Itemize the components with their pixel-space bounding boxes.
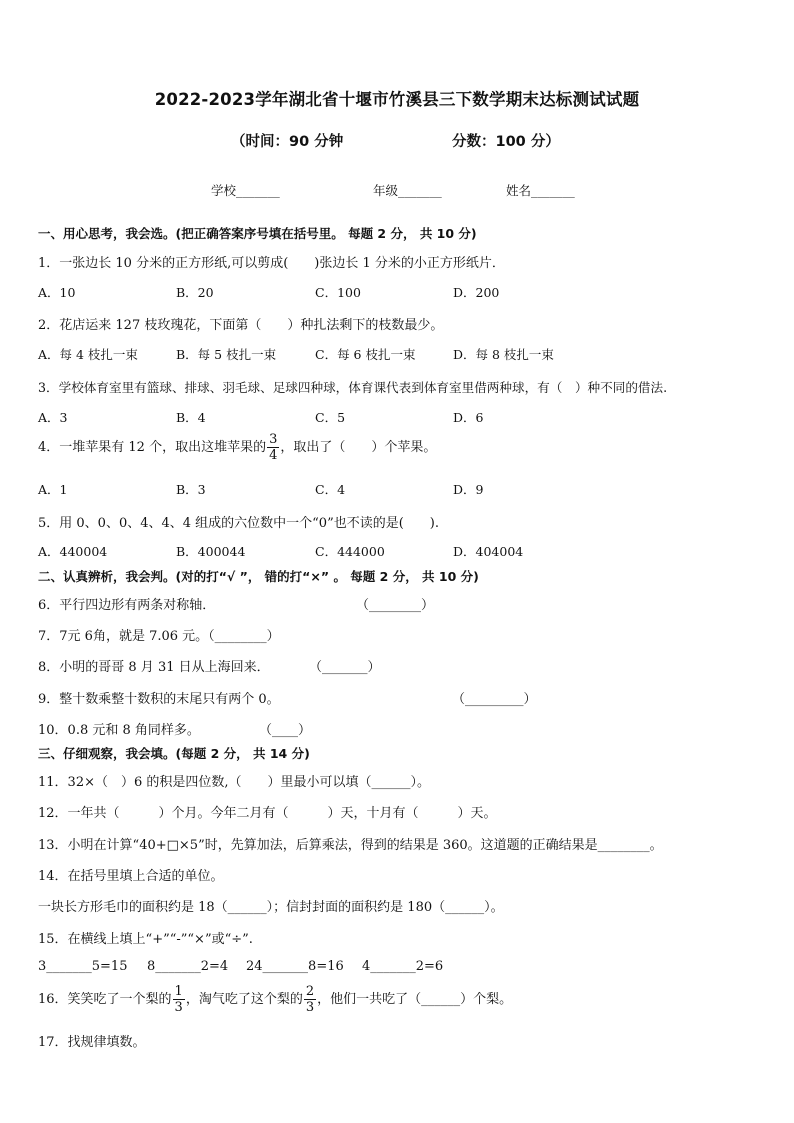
question-14: 14．在括号里填上合适的单位。 <box>38 869 224 884</box>
q4-option-b: B．3 <box>176 482 206 497</box>
q3-option-b: B．4 <box>176 410 206 425</box>
q3-option-a: A．3 <box>38 410 68 425</box>
q10-answer-blank: （____） <box>259 723 312 738</box>
question-14-detail: 一块长方形毛巾的面积约是 18（______）；信封封面的面积约是 180（______）。 <box>38 900 504 915</box>
q1-option-c: C．100 <box>315 285 361 300</box>
question-13: 13．小明在计算“40+□×5”时，先算加法，后算乘法，得到的结果是 360。这道题的正确结果是________。 <box>38 838 663 853</box>
q16-text-pre: 16．笑笑吃了一个梨的 <box>38 992 172 1007</box>
q1-option-b: B．20 <box>176 285 214 300</box>
question-17: 17．找规律填数。 <box>38 1035 146 1050</box>
q16-fraction-1-denominator: 3 <box>174 1000 183 1015</box>
question-11: 11．32×（ ）6 的积是四位数,（ ）里最小可以填（______）。 <box>38 775 431 790</box>
q4-option-a: A．1 <box>38 482 68 497</box>
q16-text-mid: ，淘气吃了这个梨的 <box>185 992 303 1007</box>
question-12: 12．一年共（ ）个月。今年二月有（ ）天，十月有（ ）天。 <box>38 806 497 821</box>
q4-option-c: C．4 <box>315 482 346 497</box>
q2-option-c: C．每 6 枝扎一束 <box>315 347 416 362</box>
name-field: 姓名_______ <box>506 183 575 198</box>
q16-text-post: ，他们一共吃了（______）个梨。 <box>317 992 513 1007</box>
section-3-heading: 三、仔细观察，我会填。(每题 2 分， 共 14 分) <box>38 746 310 761</box>
q5-option-a: A．440004 <box>38 544 108 559</box>
question-9: 9．整十数乘整十数积的末尾只有两个 0。 <box>38 692 280 707</box>
question-3: 3．学校体育室里有篮球、排球、羽毛球、足球四种球，体育课代表到体育室里借两种球，有（ ）种不同的借法. <box>38 380 668 395</box>
question-4 <box>38 432 436 463</box>
exam-title: 2022-2023学年湖北省十堰市竹溪县三下数学期末达标测试试题 <box>154 90 640 109</box>
question-5: 5．用 0、0、0、4、4、4 组成的六位数中一个“0”也不读的是( ). <box>38 516 440 531</box>
q3-option-d: D．6 <box>453 410 484 425</box>
question-15: 15．在横线上填上“+”“-”“×”或“÷”. <box>38 932 253 947</box>
section-2-heading: 二、认真辨析，我会判。(对的打“√ ”， 错的打“×” 。 每题 2 分， 共 10 分) <box>38 569 479 584</box>
q4-fraction <box>267 432 279 463</box>
q16-fraction-1 <box>173 984 185 1015</box>
q4-text-post: ，取出了（ ）个苹果。 <box>280 440 437 455</box>
question-1: 1．一张边长 10 分米的正方形纸,可以剪成( )张边长 1 分米的小正方形纸片． <box>38 256 505 271</box>
exam-time: （时间：90 分钟 <box>231 134 344 150</box>
section-1-heading: 一、用心思考，我会选。(把正确答案序号填在括号里。 每题 2 分， 共 10 分) <box>38 226 477 241</box>
q5-option-d: D．404004 <box>453 544 524 559</box>
question-16 <box>38 984 512 1015</box>
q16-fraction-2-denominator: 3 <box>305 1000 315 1015</box>
q6-answer-blank: （________） <box>356 598 435 613</box>
q1-option-d: D．200 <box>453 285 500 300</box>
question-7: 7．7元 6角，就是 7.06 元。（________） <box>38 629 280 644</box>
q4-fraction-numerator: 3 <box>269 432 278 447</box>
q4-fraction-denominator: 4 <box>269 448 278 463</box>
question-10: 10．0.8 元和 8 角同样多。 <box>38 723 200 738</box>
exam-score: 分数：100 分） <box>452 134 560 150</box>
q15-item-4: 4_______2=6 <box>362 959 444 974</box>
question-6: 6．平行四边形有两条对称轴． <box>38 598 216 613</box>
q9-answer-blank: （_________） <box>452 692 537 707</box>
q15-item-3: 24_______8=16 <box>246 959 344 974</box>
q16-fraction-1-numerator: 1 <box>174 984 183 999</box>
q16-fraction-2 <box>304 984 316 1015</box>
q8-answer-blank: （_______） <box>309 660 381 675</box>
q2-option-d: D．每 8 枝扎一束 <box>453 347 554 362</box>
q4-option-d: D．9 <box>453 482 484 497</box>
q2-option-a: A．每 4 枝扎一束 <box>38 347 138 362</box>
q5-option-b: B．400044 <box>176 544 246 559</box>
q15-item-1: 3_______5=15 <box>38 959 128 974</box>
grade-field: 年级_______ <box>373 183 442 198</box>
q3-option-c: C．5 <box>315 410 346 425</box>
q4-text-pre: 4．一堆苹果有 12 个，取出这堆苹果的 <box>38 440 267 455</box>
q5-option-c: C．444000 <box>315 544 385 559</box>
school-field: 学校_______ <box>211 183 280 198</box>
q15-item-2: 8_______2=4 <box>147 959 229 974</box>
q16-fraction-2-numerator: 2 <box>305 984 315 999</box>
question-2: 2．花店运来 127 枝玫瑰花，下面第（ ）种扎法剩下的枝数最少。 <box>38 318 444 333</box>
q1-option-a: A．10 <box>38 285 76 300</box>
q2-option-b: B．每 5 枝扎一束 <box>176 347 277 362</box>
question-8: 8．小明的哥哥 8 月 31 日从上海回来． <box>38 660 270 675</box>
